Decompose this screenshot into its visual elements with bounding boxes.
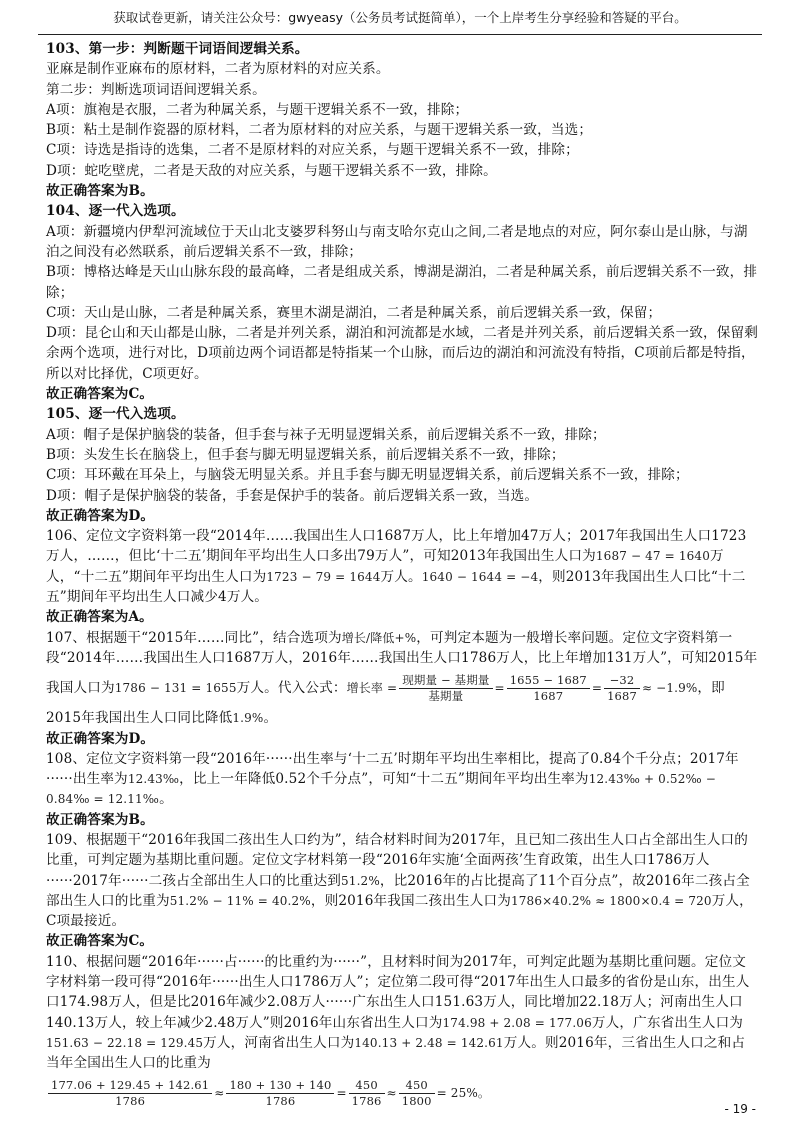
q110-frac2-denominator: 1786 (265, 1093, 296, 1108)
q107-growth-formula (346, 673, 698, 704)
q106-text-3: 万人。 (380, 568, 422, 585)
q110-frac4-denominator: 1800 (401, 1093, 432, 1108)
q107-frac1-denominator: 基期量 (428, 689, 464, 704)
q110-text-1: 110、根据问题“2016年······占······的比重约为······”，且材料时间为2017年，可判定此题为基期比重问题。定位文字材料第一段可得“2016年······出生人口1786万人”；定位第二段可得“2017年出生人口最多的省份是山东，出生人口174.98万人，但是比2016年减少2.08万人······广东出生人口151.63万人，同比增加22.18万人；河南出生人口140.13万人，较上年减少2.48万人”则2016年山东省出生人口为 (46, 953, 750, 1031)
q110-formula-2: 151.63 − 22.18 = 129.45 (46, 1035, 204, 1050)
q108-answer: 故正确答案为B。 (46, 811, 154, 828)
q106-formula-1: 1687 − 47 = 1640 (595, 549, 710, 564)
q110-frac1-denominator: 1786 (115, 1093, 146, 1108)
q110-equals: = (336, 1085, 347, 1100)
q110-sum-formula (46, 1074, 758, 1112)
q105-option-a: A项：帽子是保护脑袋的装备，但手套与袜子无明显逻辑关系，前后逻辑关系不一致，排除； (46, 426, 606, 443)
q110-fraction-2 (226, 1078, 334, 1109)
q103-stem-relation: 亚麻是制作亚麻布的原材料，二者为原材料的对应关系。 (46, 61, 390, 78)
q106-text-4: ，则2013年我国出生人口比“十二五”期间年平均出生人口减少4万人。 (46, 568, 746, 606)
q110-fraction-3 (349, 1078, 385, 1109)
q104-option-d: D项：昆仑山和天山都是山脉，二者是并列关系，湖泊和河流都是水域，二者是并列关系，前后逻辑关系一致，保留剩余两个选项，进行对比，D项前边两个词语都是特指某一个山脉，而后边的湖泊和河流没有特指，C项前后都是特指，所以对比择优，C项更好。 (46, 325, 758, 382)
q105-option-d: D项：帽子是保护脑袋的装备，手套是保护手的装备。前后逻辑关系一致，当选。 (46, 487, 539, 504)
q107-text-4: ，即2015年我国出生人口同比降低 (46, 680, 725, 727)
q109-formula-3: 1786×40.2% ≈ 1800×0.4 = 720 (510, 893, 712, 908)
q107-formula-lhs: 增长率 = (346, 681, 398, 696)
q109-text-3: ，则2016年我国二孩出生人口为 (310, 892, 511, 909)
q110-result: = 25% (436, 1085, 478, 1100)
q106-answer: 故正确答案为A。 (46, 609, 153, 626)
q103-option-d: D项：蛇吃壁虎，二者是天敌的对应关系，与题干逻辑关系不一致，排除。 (46, 162, 497, 179)
q105-head: 105、逐一代入选项。 (46, 406, 185, 423)
q106-formula-2: 1723 − 79 = 1644 (266, 569, 381, 584)
q107-text-3: 万人。代入公式： (236, 680, 347, 697)
q106-formula-3: 1640 − 1644 = −4 (421, 569, 539, 584)
q109-answer: 故正确答案为C。 (46, 933, 154, 950)
q110-frac1-numerator: 177.06 + 129.45 + 142.61 (48, 1078, 212, 1094)
q106-text-1: 106、定位文字资料第一段“2014年……我国出生人口1687万人，比上年增加47万人；2017年我国出生人口1723万人，……，但比‘十二五’期间年平均出生人口多出79万人”，可知2013年我国出生人口为 (46, 528, 747, 565)
q107-answer: 故正确答案为D。 (46, 730, 155, 747)
q109-text-1: 109、根据题干“2016年我国二孩出生人口约为”，结合材料时间为2017年，且已知二孩出生人口占全部出生人口的比重，可判定题为基期比重问题。定位文字材料第一段“2016年实施‘全面两孩’生育政策，出生人口1786万人······2017年······二孩占全部出生人口的比重达到 (46, 831, 748, 889)
q107-frac2-denominator: 1687 (533, 689, 564, 704)
q110-frac4-numerator: 450 (399, 1078, 435, 1094)
q106-text-2: 万人，“十二五”期间年平均出生人口为 (46, 548, 724, 585)
q103-step1: 103、第一步：判断题干词语间逻辑关系。 (46, 41, 309, 57)
q107-equals: = (494, 681, 505, 696)
q107-equals-2: = (591, 681, 603, 696)
q104-option-b: B项：博格达峰是天山山脉东段的最高峰，二者是组成关系，博湖是湖泊，二者是种属关系，前后逻辑关系不一致，排除； (46, 264, 758, 301)
q107-frac1-numerator: 现期量 − 基期量 (399, 673, 492, 689)
page-number: - 19 - (724, 1102, 756, 1116)
q103-option-a: A项：旗袍是衣服，二者为种属关系，与题干逻辑关系不一致，排除； (46, 101, 469, 118)
q108-text-2: ，比上一年降低0.52个千分点”，可知“十二五”期间年平均出生率为 (179, 771, 589, 788)
q107-frac3-denominator: 1687 (607, 689, 637, 704)
q104-option-a: A项：新疆境内伊犁河流域位于天山北支婆罗科努山与南支哈尔克山之间,二者是地点的对应，阿尔泰山是山脉，与湖泊之间没有必然联系，前后逻辑关系不一致，排除； (46, 223, 748, 260)
q103-option-c: C项：诗选是指诗的选集，二者不是原材料的对应关系，与题干逻辑关系不一致，排除； (46, 142, 579, 159)
q110-approx-1: ≈ (214, 1085, 225, 1100)
q107-formula-2: 1786 − 131 = 1655 (114, 681, 237, 696)
q108-text-1: 108、定位文字资料第一段“2016年······出生率与‘十二五’时期年平均出生率相比，提高了0.84个千分点；2017年······出生率为 (46, 750, 739, 788)
q104-answer: 故正确答案为C。 (46, 386, 154, 403)
q110-fraction-4 (399, 1078, 435, 1109)
q110-text-3: 万人，河南省出生人口为 (203, 1034, 355, 1051)
q110-frac3-denominator: 1786 (351, 1093, 382, 1108)
q110-text-2: 万人，广东省出生人口为 (591, 1014, 744, 1031)
q107-formula-3: 1.9% (232, 711, 264, 726)
q103-step2: 第二步：判断选项词语间逻辑关系。 (46, 81, 266, 98)
q110-end: 。 (477, 1085, 491, 1100)
header-divider (38, 34, 762, 35)
q107-text-2: ，可判定本题为一般增长率问题。定位文字资料第一段“2014年……我国出生人口1687万人，2016年……我国出生人口1786万人，比上年增加131万人”，可知2015年我国人口为 (46, 629, 758, 697)
q103-option-b: B项：粘土是制作瓷器的原材料，二者为原材料的对应关系，与题干逻辑关系一致，当选； (46, 122, 593, 139)
q108-formula-1: 12.43‰ (127, 772, 180, 787)
q109-formula-1: 51.2% (341, 873, 380, 888)
q107-frac3-numerator: −32 (604, 673, 640, 689)
q107-text-5: 。 (263, 710, 278, 727)
q110-formula-1: 174.98 + 2.08 = 177.06 (442, 1015, 592, 1030)
page-header: 获取试卷更新，请关注公众号：gwyeasy（公务员考试挺简单），一个上岸考生分享经验和答疑的平台。 (113, 10, 687, 25)
q107-body (46, 628, 758, 729)
q104-head: 104、逐一代入选项。 (46, 203, 185, 220)
q108-text-3: 。 (159, 791, 173, 808)
q105-answer: 故正确答案为D。 (46, 507, 155, 524)
answer-content (46, 39, 758, 1112)
q107-formula-1: 增长/降低+% (341, 630, 417, 645)
q110-approx-2: ≈ (386, 1085, 397, 1100)
q108-formula-2: 12.43‰ + 0.52‰ − 0.84‰ = 12.11‰ (46, 772, 716, 807)
q108-body (46, 749, 758, 810)
q105-option-b: B项：头发生长在脑袋上，但手套与脚无明显逻辑关系，前后逻辑关系不一致，排除； (46, 446, 565, 463)
q109-body (46, 830, 758, 931)
q107-frac2-numerator: 1655 − 1687 (507, 673, 590, 689)
q109-formula-2: 51.2% − 11% = 40.2% (169, 893, 311, 908)
q107-fraction-1 (399, 673, 492, 704)
q110-formula-3: 140.13 + 2.48 = 142.61 (354, 1035, 504, 1050)
q104-option-c: C项：天山是山脉，二者是种属关系，赛里木湖是湖泊，二者是种属关系，前后逻辑关系一致，保留； (46, 304, 662, 321)
q110-text-4: 万人。则2016年，三省出生人口之和占当年全国出生人口的比重为 (46, 1034, 746, 1072)
q110-frac2-numerator: 180 + 130 + 140 (226, 1078, 334, 1094)
q107-text-1: 107、根据题干“2015年……同比”，结合选项为 (46, 629, 342, 646)
q107-fraction-3 (604, 673, 640, 704)
q110-frac3-numerator: 450 (349, 1078, 385, 1094)
q109-text-2: ，比2016年的占比提高了11个百分点”，故2016年二孩占全部出生人口的比重为 (46, 872, 750, 909)
q107-approx-result: ≈ −1.9% (641, 681, 698, 696)
q107-fraction-2 (507, 673, 590, 704)
q106-body (46, 526, 758, 607)
q103-answer: 故正确答案为B。 (46, 183, 154, 200)
q109-text-4: 万人，C项最接近。 (46, 892, 753, 930)
q110-fraction-1 (48, 1078, 212, 1109)
q110-body (46, 952, 758, 1074)
q105-option-c: C项：耳环戴在耳朵上，与脑袋无明显关系。并且手套与脚无明显逻辑关系，前后逻辑关系不一致，排除； (46, 467, 689, 484)
